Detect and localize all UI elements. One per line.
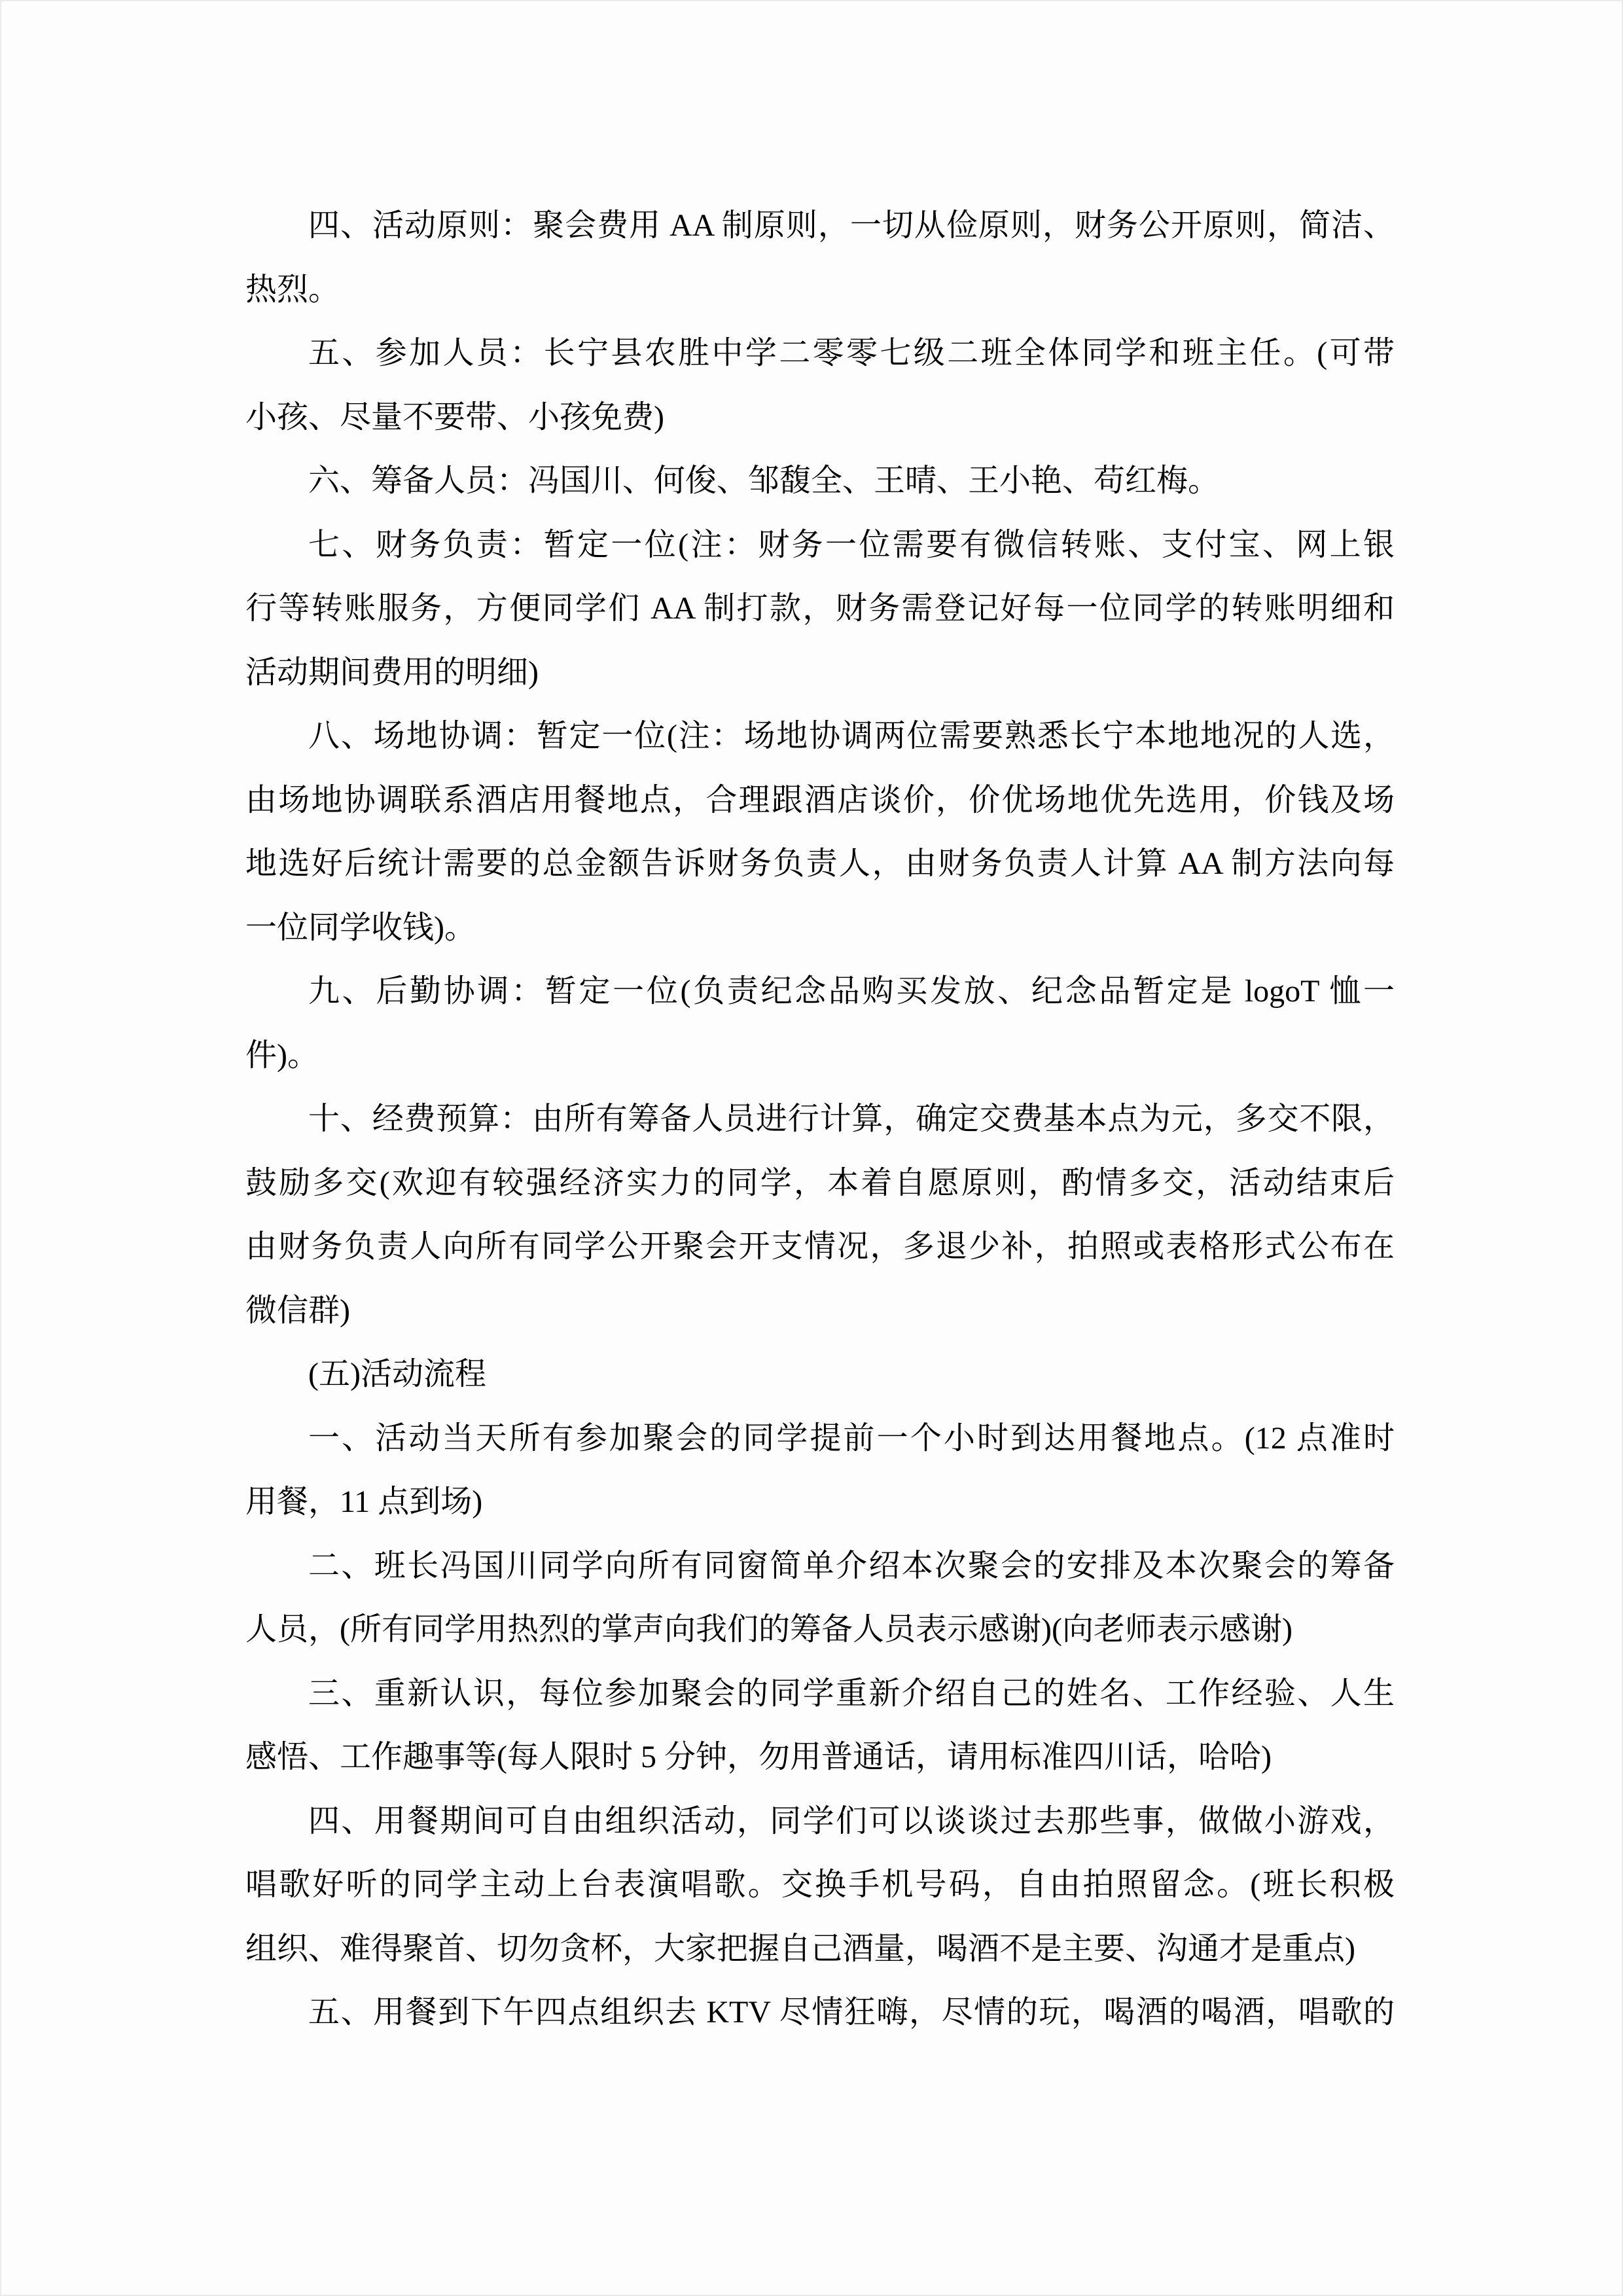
text-line: 由场地协调联系酒店用餐地点，合理跟酒店谈价，价优场地优先选用，价钱及场 <box>245 782 1395 817</box>
text-line: 唱歌好听的同学主动上台表演唱歌。交换手机号码，自由拍照留念。(班长积极 <box>245 1867 1395 1902</box>
text-line: 九、后勤协调：暂定一位(负责纪念品购买发放、纪念品暂定是 logoT 恤一 <box>308 974 1395 1009</box>
text-line: 六、筹备人员：冯国川、何俊、邹馥全、王晴、王小艳、苟红梅。 <box>308 463 1220 498</box>
text-line: 地选好后统计需要的总金额告诉财务负责人，由财务负责人计算 AA 制方法向每 <box>245 846 1395 881</box>
text-line: 四、用餐期间可自由组织活动，同学们可以谈谈过去那些事，做做小游戏， <box>308 1803 1395 1839</box>
text-line: 十、经费预算：由所有筹备人员进行计算，确定交费基本点为元，多交不限， <box>308 1102 1395 1136</box>
text-line: 鼓励多交(欢迎有较强经济实力的同学，本着自愿原则，酌情多交，活动结束后 <box>245 1165 1395 1200</box>
text-line: 二、班长冯国川同学向所有同窗简单介绍本次聚会的安排及本次聚会的筹备 <box>308 1548 1395 1583</box>
text-line: 三、重新认识，每位参加聚会的同学重新介绍自己的姓名、工作经验、人生 <box>308 1676 1395 1711</box>
text-line: 一、活动当天所有参加聚会的同学提前一个小时到达用餐地点。(12 点准时 <box>308 1420 1395 1456</box>
text-line: (五)活动流程 <box>308 1357 486 1391</box>
text-line: 件)。 <box>245 1037 319 1073</box>
text-line: 组织、难得聚首、切勿贪杯，大家把握自己酒量，喝酒不是主要、沟通才是重点) <box>245 1931 1355 1966</box>
text-line: 五、用餐到下午四点组织去 KTV 尽情狂嗨，尽情的玩，喝酒的喝酒，唱歌的 <box>308 1995 1395 2030</box>
text-line: 五、参加人员：长宁县农胜中学二零零七级二班全体同学和班主任。(可带 <box>308 336 1395 370</box>
text-line: 小孩、尽量不要带、小孩免费) <box>245 399 664 435</box>
text-line: 四、活动原则：聚会费用 AA 制原则，一切从俭原则，财务公开原则，简洁、 <box>308 208 1395 243</box>
text-line: 热烈。 <box>245 272 340 307</box>
text-line: 行等转账服务，方便同学们 AA 制打款，财务需登记好每一位同学的转账明细和 <box>245 591 1395 626</box>
text-line: 七、财务负责：暂定一位(注：财务一位需要有微信转账、支付宝、网上银 <box>308 527 1395 562</box>
text-block <box>245 194 1395 2045</box>
text-line: 人员，(所有同学用热烈的掌声向我们的筹备人员表示感谢)(向老师表示感谢) <box>245 1612 1293 1647</box>
text-line: 一位同学收钱)。 <box>245 910 476 945</box>
text-line: 用餐，11 点到场) <box>245 1484 483 1519</box>
text-line: 感悟、工作趣事等(每人限时 5 分钟，勿用普通话，请用标准四川话，哈哈) <box>245 1740 1272 1774</box>
text-line: 八、场地协调：暂定一位(注：场地协调两位需要熟悉长宁本地地况的人选， <box>308 719 1395 753</box>
text-line: 由财务负责人向所有同学公开聚会开支情况，多退少补，拍照或表格形式公布在 <box>245 1229 1395 1264</box>
text-line: 活动期间费用的明细) <box>245 655 539 690</box>
text-line: 微信群) <box>245 1293 350 1328</box>
